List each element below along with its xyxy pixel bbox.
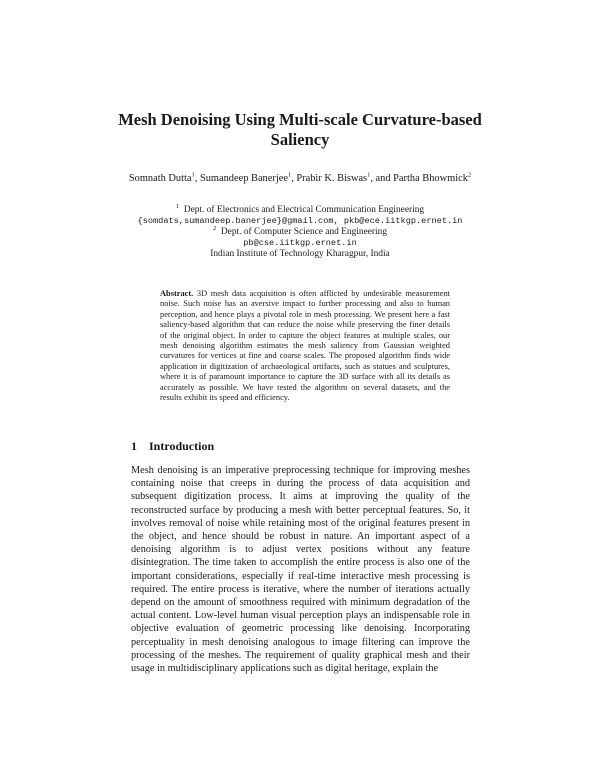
- affiliation-institute: Indian Institute of Technology Kharagpur, India: [210, 249, 390, 259]
- affiliation-department: Dept. of Computer Science and Engineering: [220, 227, 388, 237]
- affiliation-mark: 1: [175, 202, 180, 210]
- affiliation-1: [100, 202, 500, 216]
- section-number: 1: [131, 439, 137, 453]
- author-separator: , and: [370, 173, 394, 184]
- section-heading: [131, 439, 214, 454]
- abstract: [160, 289, 450, 403]
- affiliation-department: Dept. of Electronics and Electrical Communication Engineering: [183, 205, 425, 215]
- author-separator: ,: [194, 173, 200, 184]
- author-affiliation-mark: 1: [367, 171, 371, 179]
- author-affiliation-mark: 1: [191, 171, 195, 179]
- author-affiliation-mark: 1: [287, 171, 292, 179]
- paper-title: Mesh Denoising Using Multi-scale Curvature-based Saliency: [118, 110, 482, 149]
- body-text: [131, 464, 470, 675]
- author-name: Partha Bhowmick: [393, 173, 468, 184]
- section-title: Introduction: [149, 439, 215, 453]
- author-affiliation-mark: 2: [467, 171, 472, 179]
- author-name: Prabir K. Biswas: [296, 173, 368, 184]
- author-list: [120, 172, 480, 185]
- author-name: Somnath Dutta: [128, 173, 192, 184]
- abstract-text: 3D mesh data acquisition is often afflicted by undesirable measurement noise. Such noise has an aversive impact to further processing and also to human perception, and hence plays a pivotal role in mesh processing. We present here a fast saliency-based algorithm that can reduce the noise while preserving the finer details of the original object. In order to capture the object features at multiple scales, our mesh denoising algorithm estimates the mesh saliency from Gaussian weighted curvatures for vertices at fine and coarse scales. The proposed algorithm finds wide application in digitization of archaeological artifacts, such as statues and sculptures, where it is of paramount importance to capture the 3D surface with all its details as accurately as possible. We have tested the algorithm on several datasets, and the results exhibit its speed and efficiency.: [160, 289, 451, 403]
- author-separator: ,: [291, 173, 297, 184]
- affiliation-email: pb@cse.iitkgp.ernet.in: [243, 238, 357, 248]
- paragraph: Mesh denoising is an imperative preprocessing technique for improving meshes containing noise that creeps in during the process of data acquisition and subsequent digitization process. It aims at improving the quality of the reconstructed surface by producing a mesh with better perceptual features. So, it involves removal of noise while retaining most of the original features present in the object, and hence should be robust in nature. An important aspect of a denoising algorithm is to adjust vertex positions without any feature disintegration. The time taken to accomplish the entire process is also one of the important considerations, especially if real-time interactive mesh processing is required. The entire process is iterative, where the number of iterations actually depend on the amount of smoothness required with minimum degradation of the actual content. Low-level human visual perception plays an indispensable role in objective evaluation of geometric processing like denoising. Incorporating perceptuality in mesh denoising analogous to image filtering can improve the processing of the meshes. The requirement of quality graphical mesh and their usage in multidisciplinary applications such as digital heritage, explain the: [131, 465, 470, 675]
- affiliation-2: [100, 224, 500, 238]
- author-name: Sumandeep Banerjee: [199, 173, 288, 184]
- affiliation-mark: 2: [212, 224, 217, 232]
- abstract-heading: Abstract.: [160, 289, 194, 298]
- affiliation-email: {somdats,sumandeep.banerjee}@gmail.com, pkb@ece.iitkgp.ernet.in: [137, 216, 463, 226]
- affiliations: [100, 202, 500, 260]
